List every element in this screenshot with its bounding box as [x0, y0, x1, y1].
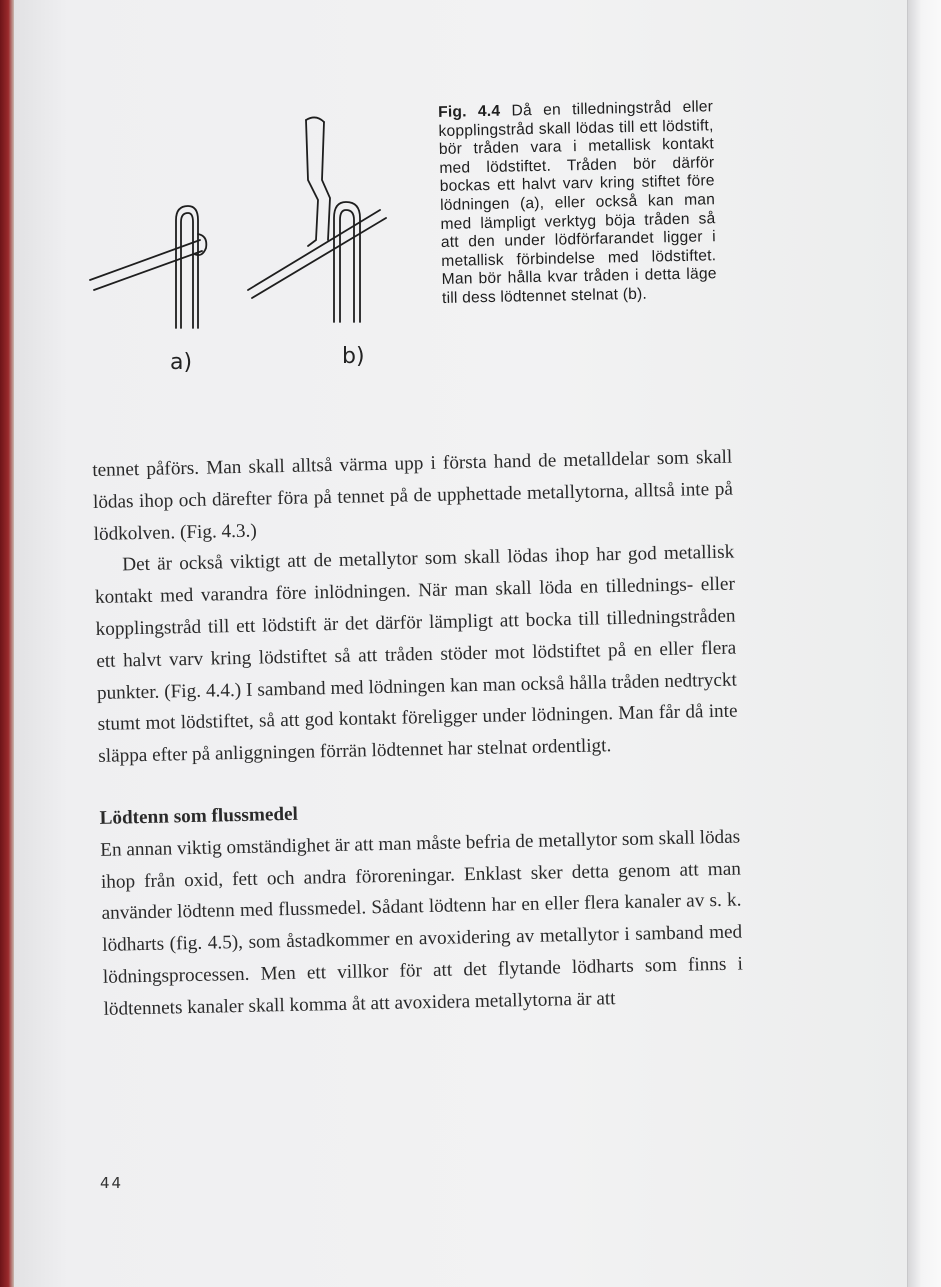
tool-left-edge	[322, 122, 330, 240]
figure-4-4	[80, 110, 400, 390]
wire-a-lower	[94, 251, 202, 290]
wire-a-upper	[90, 240, 200, 280]
figure-caption	[438, 98, 717, 308]
paragraph-1: tennet påförs. Man skall alltså värma upp i första hand de metalldelar som skall lödas ihop och därefter föra på tennet på de upphettade metallytorna, alltså inte på lödkolven. (Fig. 4.3.)	[92, 446, 734, 545]
paragraph-2: Det är också viktigt att de metallytor som skall lödas ihop har god metallisk kontakt med varandra före inlödningen. När man skall löda en tillednings- eller kopplingstråd till ett lödstift är det därför lämpligt att bocka till tilledningstråden ett halvt varv kring lödstiftet så att tråden stöder mot lödstiftet på en eller flera punkter. (Fig. 4.4.) I samband med lödningen kan man också hålla tråden nedtryckt stumt mot lödstiftet, så att god kontakt föreligger under lödningen. Man får då inte släppa efter på anliggningen förrän lödtennet har stelnat ordentligt.	[94, 541, 738, 768]
section-heading: Lödtenn som flussmedel	[99, 803, 299, 829]
book-spine	[0, 0, 14, 1287]
pin-a-inner	[181, 213, 193, 328]
diagram-b	[248, 117, 386, 322]
body-text	[92, 442, 744, 1026]
page-number: 44	[100, 1174, 124, 1192]
label-a: a)	[170, 350, 193, 375]
wire-b-lower	[252, 218, 386, 298]
caption-text: Då en tilledningstråd eller kopplingstråd skall lödas till ett lödstift, bör tråden vara i metallisk kontakt med lödstiftet. Tråden bör därför bockas ett halvt varv kring stiftet före lödningen (a), eller också kan man med lämpligt verktyg böja tråden så att den under lödförfarandet ligger i metallisk förbindelse med lödstiftet. Man bör hålla kvar tråden i detta läge till dess lödtennet stelnat (b).	[438, 98, 717, 307]
tool-right-edge	[306, 120, 318, 246]
pin-b-outer	[334, 202, 360, 322]
paragraph-3: En annan viktig omständighet är att man måste befria de metallytor som skall lödas ihop från oxid, fett och andra föroreningar. Enklast sker detta genom att man använder lödtenn med flussmedel. Sådant lödtenn har en eller flera kanaler av s. k. lödharts (fig. 4.5), som åstadkommer en avoxidering av metallytor i samband med lödningsprocessen. Men ett villkor för att det flytande lödharts som finns i lödtennets kanaler skall komma åt att avoxidera metallytorna är att	[100, 826, 744, 1020]
tool-tip	[306, 117, 324, 122]
pin-a-outer	[176, 206, 198, 328]
page-edge	[907, 0, 941, 1287]
diagram-a	[90, 206, 206, 328]
caption-fig-label: Fig. 4.4	[438, 102, 501, 121]
label-b: b)	[342, 344, 365, 369]
